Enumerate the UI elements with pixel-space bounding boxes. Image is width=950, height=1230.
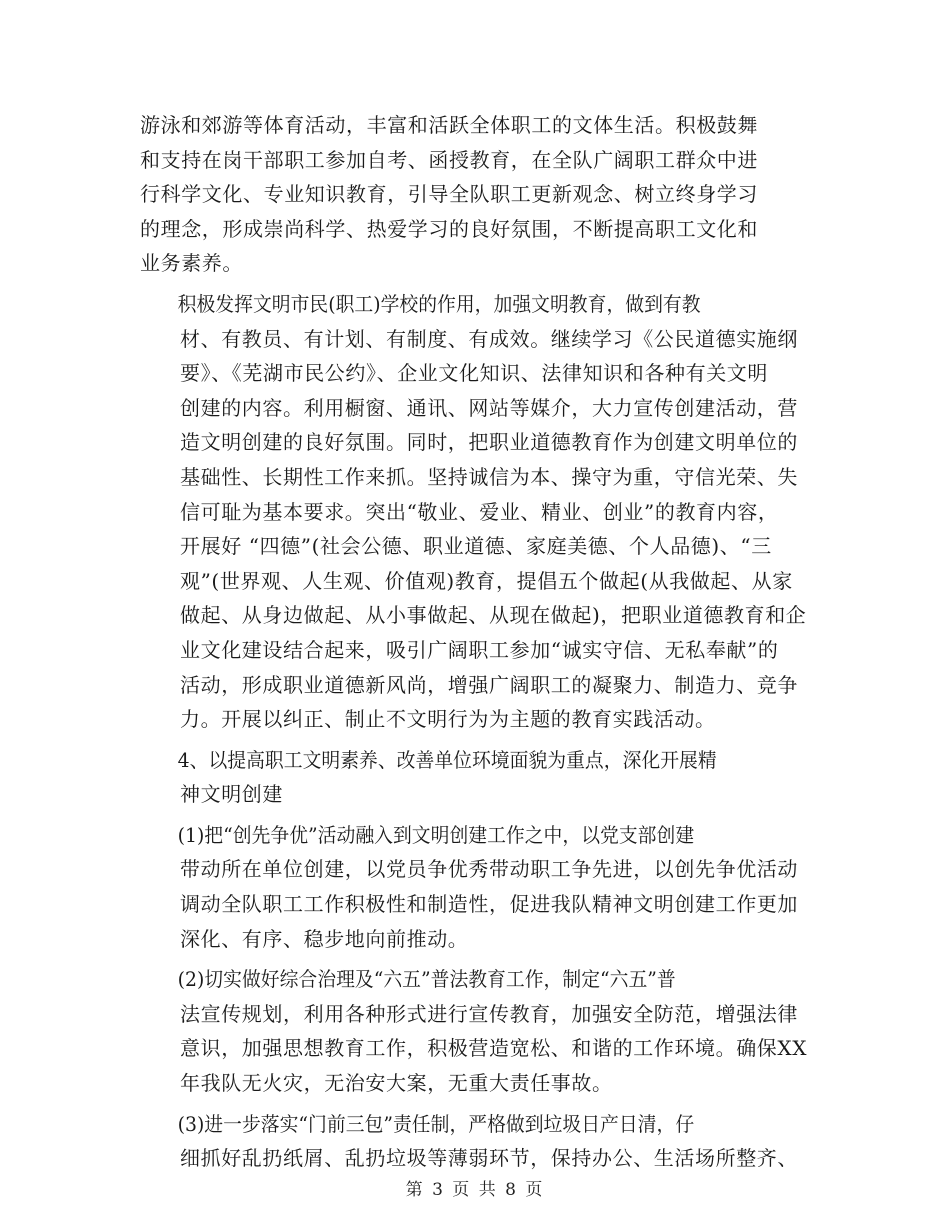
paragraph xyxy=(140,743,820,812)
text-line: 行科学文化、专业知识教育，引导全队职工更新观念、树立终身学习 xyxy=(140,182,758,207)
text-line: 材、有教员、有计划、有制度、有成效。继续学习《公民道德实施纲 xyxy=(180,326,798,351)
text-line: 带动所在单位创建，以党员争优秀带动职工争先进，以创先争优活动 xyxy=(180,857,798,882)
text-line: 基础性、长期性工作来抓。坚持诚信为本、操守为重，守信光荣、失 xyxy=(180,464,798,489)
text-line: 信可耻为基本要求。突出“敬业、爱业、精业、创业”的教育内容， xyxy=(180,499,779,524)
text-line: (1)把“创先争优”活动融入到文明创建工作之中，以党支部创建 xyxy=(177,822,695,847)
text-line: 活动，形成职业道德新风尚，增强广阔职工的凝聚力、制造力、竞争 xyxy=(180,672,798,697)
text-line: 神文明创建 xyxy=(180,782,283,807)
text-line: 观”(世界观、人生观、价值观)教育，提倡五个做起(从我做起、从家 xyxy=(180,568,793,593)
text-line: 业务素养。 xyxy=(140,251,243,276)
document-body xyxy=(140,108,820,1182)
text-line: 深化、有序、稳步地向前推动。 xyxy=(180,926,469,951)
text-line: 意识，加强思想教育工作，积极营造宽松、和谐的工作环境。确保XX xyxy=(180,1036,808,1061)
text-line: 创建的内容。利用橱窗、通讯、网站等媒介，大力宣传创建活动，营 xyxy=(180,395,798,420)
text-line: 做起、从身边做起、从小事做起、从现在做起)，把职业道德教育和企 xyxy=(180,603,807,628)
text-line: 积极发挥文明市民(职工)学校的作用，加强文明教育，做到有教 xyxy=(177,291,701,316)
text-line: 业文化建设结合起来，吸引广阔职工参加“诚实守信、无私奉献”的 xyxy=(180,637,779,662)
text-line: (2)切实做好综合治理及“六五”普法教育工作，制定“六五”普 xyxy=(177,967,676,992)
text-line: 的理念，形成崇尚科学、热爱学习的良好氛围，不断提高职工文化和 xyxy=(140,216,758,241)
paragraph xyxy=(140,962,820,1100)
text-line: 年我队无火灾，无治安大案，无重大责任事故。 xyxy=(180,1071,613,1096)
page-footer: 第 3 页 共 8 页 xyxy=(405,1180,545,1200)
text-line: 和支持在岗干部职工参加自考、函授教育，在全队广阔职工群众中进 xyxy=(140,147,758,172)
paragraph xyxy=(140,108,820,281)
text-line: 造文明创建的良好氛围。同时，把职业道德教育作为创建文明单位的 xyxy=(180,430,798,455)
text-line: 调动全队职工工作积极性和制造性，促进我队精神文明创建工作更加 xyxy=(180,892,798,917)
text-line: (3)进一步落实“门前三包”责任制，严格做到垃圾日产日清，仔 xyxy=(177,1111,695,1136)
text-line: 开展好 “四德”(社会公德、职业道德、家庭美德、个人品德)、“三 xyxy=(180,534,772,559)
paragraph xyxy=(140,1107,820,1176)
text-line: 4、以提高职工文明素养、改善单位环境面貌为重点，深化开展精 xyxy=(177,747,717,772)
paragraph xyxy=(140,287,820,737)
text-line: 细抓好乱扔纸屑、乱扔垃圾等薄弱环节，保持办公、生活场所整齐、 xyxy=(180,1146,798,1171)
text-line: 法宣传规划，利用各种形式进行宣传教育，加强安全防范，增强法律 xyxy=(180,1001,798,1026)
paragraph xyxy=(140,818,820,956)
text-line: 要》、《芜湖市民公约》、企业文化知识、法律知识和各种有关文明 xyxy=(180,361,768,386)
text-line: 游泳和郊游等体育活动，丰富和活跃全体职工的文体生活。积极鼓舞 xyxy=(140,113,758,137)
text-line: 力。开展以纠正、制止不文明行为为主题的教育实践活动。 xyxy=(180,707,716,732)
